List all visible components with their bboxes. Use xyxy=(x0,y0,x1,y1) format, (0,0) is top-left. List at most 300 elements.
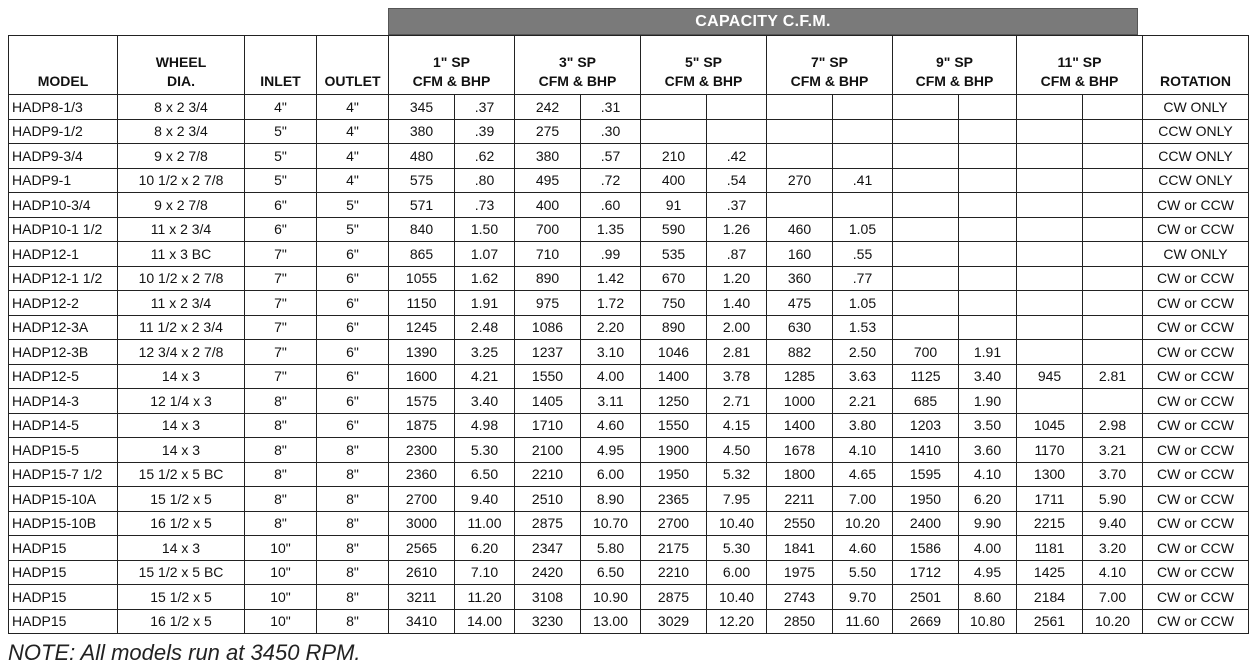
model-cell: HADP10-3/4 xyxy=(9,193,118,218)
wheel-dia-cell: 11 x 2 3/4 xyxy=(118,217,245,242)
bhp-cell xyxy=(833,119,893,144)
model-cell: HADP8-1/3 xyxy=(9,95,118,120)
cfm-cell: 380 xyxy=(515,144,581,169)
inlet-cell: 7" xyxy=(245,340,317,365)
cfm-cell: 2211 xyxy=(767,487,833,512)
bhp-cell: 6.50 xyxy=(455,462,515,487)
cfm-cell xyxy=(893,119,959,144)
bhp-cell xyxy=(959,266,1017,291)
wheel-dia-cell: 11 x 3 BC xyxy=(118,242,245,267)
bhp-cell: .77 xyxy=(833,266,893,291)
bhp-cell xyxy=(1083,217,1143,242)
bhp-cell: .87 xyxy=(707,242,767,267)
cfm-cell: 2669 xyxy=(893,609,959,634)
bhp-cell: 4.50 xyxy=(707,438,767,463)
model-cell: HADP9-1/2 xyxy=(9,119,118,144)
cfm-cell: 2561 xyxy=(1017,609,1083,634)
table-row xyxy=(9,413,1249,438)
cfm-cell xyxy=(1017,291,1083,316)
inlet-cell: 7" xyxy=(245,364,317,389)
inlet-cell: 6" xyxy=(245,193,317,218)
cfm-cell: 1055 xyxy=(389,266,455,291)
bhp-cell: 2.50 xyxy=(833,340,893,365)
cfm-cell xyxy=(893,95,959,120)
cfm-cell: 2875 xyxy=(515,511,581,536)
cfm-cell: 1550 xyxy=(641,413,707,438)
bhp-cell xyxy=(959,315,1017,340)
bhp-cell xyxy=(959,193,1017,218)
model-cell: HADP10-1 1/2 xyxy=(9,217,118,242)
cfm-cell: 2215 xyxy=(1017,511,1083,536)
cfm-cell: 1841 xyxy=(767,536,833,561)
wheel-dia-cell: 9 x 2 7/8 xyxy=(118,193,245,218)
bhp-cell: 1.05 xyxy=(833,291,893,316)
cfm-cell: 2365 xyxy=(641,487,707,512)
table-row xyxy=(9,438,1249,463)
bhp-cell: 4.15 xyxy=(707,413,767,438)
inlet-cell: 8" xyxy=(245,389,317,414)
outlet-cell: 8" xyxy=(317,438,389,463)
bhp-cell: 9.40 xyxy=(1083,511,1143,536)
outlet-cell: 6" xyxy=(317,413,389,438)
bhp-cell: 7.00 xyxy=(833,487,893,512)
cfm-cell xyxy=(893,168,959,193)
cfm-cell: 685 xyxy=(893,389,959,414)
outlet-cell: 5" xyxy=(317,193,389,218)
inlet-cell: 8" xyxy=(245,487,317,512)
cfm-cell: 1975 xyxy=(767,560,833,585)
inlet-cell: 7" xyxy=(245,291,317,316)
bhp-cell: 4.10 xyxy=(1083,560,1143,585)
bhp-cell xyxy=(959,95,1017,120)
table-row xyxy=(9,168,1249,193)
bhp-cell xyxy=(833,144,893,169)
wheel-dia-cell: 9 x 2 7/8 xyxy=(118,144,245,169)
bhp-cell: .30 xyxy=(581,119,641,144)
model-cell: HADP12-2 xyxy=(9,291,118,316)
capacity-header: CAPACITY C.F.M. xyxy=(388,8,1138,35)
rotation-cell: CW or CCW xyxy=(1143,193,1249,218)
cfm-cell xyxy=(893,291,959,316)
bhp-cell: .37 xyxy=(707,193,767,218)
inlet-cell: 8" xyxy=(245,511,317,536)
cfm-cell: 1800 xyxy=(767,462,833,487)
header-row xyxy=(9,36,1249,95)
model-cell: HADP14-3 xyxy=(9,389,118,414)
model-cell: HADP14-5 xyxy=(9,413,118,438)
table-row xyxy=(9,291,1249,316)
bhp-cell: 9.40 xyxy=(455,487,515,512)
bhp-cell: .42 xyxy=(707,144,767,169)
outlet-cell: 6" xyxy=(317,340,389,365)
inlet-cell: 8" xyxy=(245,438,317,463)
bhp-cell: 5.30 xyxy=(455,438,515,463)
cfm-cell: 2400 xyxy=(893,511,959,536)
cfm-cell: 840 xyxy=(389,217,455,242)
bhp-cell xyxy=(959,291,1017,316)
inlet-cell: 10" xyxy=(245,585,317,610)
wheel-dia-cell: 15 1/2 x 5 BC xyxy=(118,560,245,585)
model-cell: HADP12-3A xyxy=(9,315,118,340)
inlet-cell: 5" xyxy=(245,168,317,193)
cfm-cell: 1410 xyxy=(893,438,959,463)
bhp-cell: 7.10 xyxy=(455,560,515,585)
rotation-cell: CW or CCW xyxy=(1143,413,1249,438)
model-cell: HADP12-1 1/2 xyxy=(9,266,118,291)
model-cell: HADP9-3/4 xyxy=(9,144,118,169)
model-cell: HADP9-1 xyxy=(9,168,118,193)
cfm-cell: 975 xyxy=(515,291,581,316)
bhp-cell: 5.32 xyxy=(707,462,767,487)
bhp-cell: 3.11 xyxy=(581,389,641,414)
wheel-dia-cell: 11 1/2 x 2 3/4 xyxy=(118,315,245,340)
bhp-cell: 10.20 xyxy=(833,511,893,536)
bhp-cell: 1.90 xyxy=(959,389,1017,414)
cfm-cell xyxy=(767,193,833,218)
bhp-cell: 2.48 xyxy=(455,315,515,340)
bhp-cell: 2.81 xyxy=(707,340,767,365)
cfm-cell: 2360 xyxy=(389,462,455,487)
cfm-cell: 882 xyxy=(767,340,833,365)
wheel-dia-cell: 14 x 3 xyxy=(118,364,245,389)
inlet-cell: 10" xyxy=(245,536,317,561)
col-header-sp-1: 1" SP CFM & BHP xyxy=(389,36,515,95)
outlet-cell: 4" xyxy=(317,168,389,193)
table-row xyxy=(9,609,1249,634)
bhp-cell: 6.20 xyxy=(455,536,515,561)
table-row xyxy=(9,242,1249,267)
bhp-cell: 3.40 xyxy=(455,389,515,414)
bhp-cell xyxy=(1083,144,1143,169)
cfm-cell: 1400 xyxy=(767,413,833,438)
bhp-cell xyxy=(959,119,1017,144)
cfm-cell: 1678 xyxy=(767,438,833,463)
bhp-cell: 1.72 xyxy=(581,291,641,316)
bhp-cell xyxy=(833,95,893,120)
bhp-cell: 3.50 xyxy=(959,413,1017,438)
cfm-cell: 535 xyxy=(641,242,707,267)
cfm-cell: 3410 xyxy=(389,609,455,634)
bhp-cell: 11.60 xyxy=(833,609,893,634)
outlet-cell: 6" xyxy=(317,364,389,389)
cfm-cell: 3029 xyxy=(641,609,707,634)
rotation-cell: CW or CCW xyxy=(1143,560,1249,585)
bhp-cell xyxy=(1083,119,1143,144)
bhp-cell: 3.70 xyxy=(1083,462,1143,487)
wheel-dia-cell: 11 x 2 3/4 xyxy=(118,291,245,316)
cfm-cell xyxy=(641,119,707,144)
bhp-cell: 2.81 xyxy=(1083,364,1143,389)
cfm-cell xyxy=(1017,193,1083,218)
cfm-cell: 1045 xyxy=(1017,413,1083,438)
cfm-cell xyxy=(1017,217,1083,242)
cfm-cell: 2700 xyxy=(389,487,455,512)
inlet-cell: 7" xyxy=(245,315,317,340)
bhp-cell: 9.90 xyxy=(959,511,1017,536)
cfm-cell: 670 xyxy=(641,266,707,291)
bhp-cell: 3.63 xyxy=(833,364,893,389)
cfm-cell: 571 xyxy=(389,193,455,218)
bhp-cell xyxy=(1083,95,1143,120)
bhp-cell: 13.00 xyxy=(581,609,641,634)
bhp-cell: 3.20 xyxy=(1083,536,1143,561)
cfm-cell: 270 xyxy=(767,168,833,193)
bhp-cell xyxy=(833,193,893,218)
bhp-cell: 12.20 xyxy=(707,609,767,634)
model-cell: HADP15 xyxy=(9,560,118,585)
cfm-cell: 1600 xyxy=(389,364,455,389)
bhp-cell: 10.70 xyxy=(581,511,641,536)
bhp-cell: .55 xyxy=(833,242,893,267)
table-row xyxy=(9,462,1249,487)
model-cell: HADP12-3B xyxy=(9,340,118,365)
table-row xyxy=(9,364,1249,389)
bhp-cell: .41 xyxy=(833,168,893,193)
rpm-note: NOTE: All models run at 3450 RPM. xyxy=(8,640,361,665)
wheel-dia-cell: 12 3/4 x 2 7/8 xyxy=(118,340,245,365)
bhp-cell: 3.78 xyxy=(707,364,767,389)
outlet-cell: 8" xyxy=(317,487,389,512)
table-row xyxy=(9,266,1249,291)
bhp-cell: 4.21 xyxy=(455,364,515,389)
cfm-cell: 1245 xyxy=(389,315,455,340)
outlet-cell: 4" xyxy=(317,95,389,120)
cfm-cell: 2550 xyxy=(767,511,833,536)
bhp-cell xyxy=(1083,193,1143,218)
cfm-cell xyxy=(1017,95,1083,120)
bhp-cell: 8.60 xyxy=(959,585,1017,610)
cfm-cell: 1000 xyxy=(767,389,833,414)
cfm-cell: 1425 xyxy=(1017,560,1083,585)
cfm-cell: 2347 xyxy=(515,536,581,561)
model-cell: HADP12-5 xyxy=(9,364,118,389)
bhp-cell xyxy=(1083,291,1143,316)
bhp-cell: 9.70 xyxy=(833,585,893,610)
bhp-cell: 3.21 xyxy=(1083,438,1143,463)
model-cell: HADP15-10A xyxy=(9,487,118,512)
cfm-cell xyxy=(1017,315,1083,340)
cfm-cell: 1181 xyxy=(1017,536,1083,561)
cfm-cell xyxy=(1017,168,1083,193)
bhp-cell xyxy=(1083,340,1143,365)
inlet-cell: 8" xyxy=(245,462,317,487)
bhp-cell: 11.00 xyxy=(455,511,515,536)
inlet-cell: 7" xyxy=(245,242,317,267)
bhp-cell xyxy=(1083,266,1143,291)
model-cell: HADP15 xyxy=(9,609,118,634)
cfm-cell: 890 xyxy=(641,315,707,340)
bhp-cell xyxy=(1083,315,1143,340)
bhp-cell: 10.80 xyxy=(959,609,1017,634)
col-header-rotation: ROTATION xyxy=(1143,36,1249,95)
wheel-dia-cell: 15 1/2 x 5 xyxy=(118,585,245,610)
model-cell: HADP15-5 xyxy=(9,438,118,463)
bhp-cell: 2.21 xyxy=(833,389,893,414)
cfm-cell: 2743 xyxy=(767,585,833,610)
outlet-cell: 6" xyxy=(317,389,389,414)
cfm-cell: 2210 xyxy=(515,462,581,487)
bhp-cell: 6.00 xyxy=(581,462,641,487)
bhp-cell: 5.30 xyxy=(707,536,767,561)
outlet-cell: 8" xyxy=(317,511,389,536)
cfm-cell: 2875 xyxy=(641,585,707,610)
rotation-cell: CW or CCW xyxy=(1143,487,1249,512)
cfm-cell: 1086 xyxy=(515,315,581,340)
cfm-cell: 1046 xyxy=(641,340,707,365)
cfm-cell: 3230 xyxy=(515,609,581,634)
model-cell: HADP15-7 1/2 xyxy=(9,462,118,487)
col-header-model: MODEL xyxy=(9,36,118,95)
bhp-cell: 1.42 xyxy=(581,266,641,291)
bhp-cell: 2.98 xyxy=(1083,413,1143,438)
bhp-cell: 4.65 xyxy=(833,462,893,487)
cfm-cell: 1300 xyxy=(1017,462,1083,487)
cfm-cell: 1586 xyxy=(893,536,959,561)
rotation-cell: CW or CCW xyxy=(1143,585,1249,610)
cfm-cell xyxy=(767,144,833,169)
table-row xyxy=(9,585,1249,610)
rotation-cell: CW or CCW xyxy=(1143,609,1249,634)
wheel-dia-cell: 12 1/4 x 3 xyxy=(118,389,245,414)
cfm-cell: 1711 xyxy=(1017,487,1083,512)
col-header-sp-11: 11" SP CFM & BHP xyxy=(1017,36,1143,95)
wheel-dia-cell: 15 1/2 x 5 BC xyxy=(118,462,245,487)
cfm-cell xyxy=(1017,119,1083,144)
bhp-cell: 4.95 xyxy=(959,560,1017,585)
model-cell: HADP12-1 xyxy=(9,242,118,267)
bhp-cell: 14.00 xyxy=(455,609,515,634)
table-row xyxy=(9,193,1249,218)
cfm-cell: 710 xyxy=(515,242,581,267)
rotation-cell: CCW ONLY xyxy=(1143,144,1249,169)
cfm-cell xyxy=(767,95,833,120)
cfm-cell xyxy=(893,193,959,218)
bhp-cell: 10.20 xyxy=(1083,609,1143,634)
col-header-sp-5: 5" SP CFM & BHP xyxy=(641,36,767,95)
rotation-cell: CCW ONLY xyxy=(1143,119,1249,144)
cfm-cell xyxy=(1017,389,1083,414)
cfm-cell xyxy=(893,315,959,340)
cfm-cell: 1710 xyxy=(515,413,581,438)
bhp-cell: 7.00 xyxy=(1083,585,1143,610)
bhp-cell: 6.00 xyxy=(707,560,767,585)
cfm-cell xyxy=(1017,242,1083,267)
bhp-cell: 5.50 xyxy=(833,560,893,585)
bhp-cell: 1.40 xyxy=(707,291,767,316)
table-row xyxy=(9,389,1249,414)
bhp-cell: 3.25 xyxy=(455,340,515,365)
bhp-cell: 1.62 xyxy=(455,266,515,291)
rotation-cell: CW or CCW xyxy=(1143,315,1249,340)
bhp-cell: 4.60 xyxy=(581,413,641,438)
cfm-cell xyxy=(1017,266,1083,291)
cfm-cell: 1950 xyxy=(893,487,959,512)
table-body xyxy=(9,95,1249,634)
cfm-cell: 210 xyxy=(641,144,707,169)
bhp-cell: 1.91 xyxy=(455,291,515,316)
bhp-cell: .99 xyxy=(581,242,641,267)
cfm-cell: 1875 xyxy=(389,413,455,438)
bhp-cell: 5.80 xyxy=(581,536,641,561)
rotation-cell: CW or CCW xyxy=(1143,266,1249,291)
rotation-cell: CCW ONLY xyxy=(1143,168,1249,193)
inlet-cell: 6" xyxy=(245,217,317,242)
wheel-dia-cell: 14 x 3 xyxy=(118,438,245,463)
cfm-cell: 1170 xyxy=(1017,438,1083,463)
cfm-cell xyxy=(767,119,833,144)
cfm-cell: 1390 xyxy=(389,340,455,365)
col-header-sp-3: 3" SP CFM & BHP xyxy=(515,36,641,95)
rotation-cell: CW or CCW xyxy=(1143,462,1249,487)
inlet-cell: 4" xyxy=(245,95,317,120)
rotation-cell: CW or CCW xyxy=(1143,511,1249,536)
bhp-cell: 4.10 xyxy=(833,438,893,463)
bhp-cell: 3.60 xyxy=(959,438,1017,463)
bhp-cell: 3.40 xyxy=(959,364,1017,389)
wheel-dia-cell: 14 x 3 xyxy=(118,536,245,561)
table-row xyxy=(9,560,1249,585)
bhp-cell: 1.35 xyxy=(581,217,641,242)
bhp-cell: 2.20 xyxy=(581,315,641,340)
cfm-cell: 2210 xyxy=(641,560,707,585)
outlet-cell: 8" xyxy=(317,560,389,585)
cfm-cell: 945 xyxy=(1017,364,1083,389)
table-row xyxy=(9,487,1249,512)
rotation-cell: CW ONLY xyxy=(1143,95,1249,120)
cfm-cell xyxy=(893,266,959,291)
bhp-cell: 1.91 xyxy=(959,340,1017,365)
cfm-cell: 160 xyxy=(767,242,833,267)
bhp-cell: .60 xyxy=(581,193,641,218)
outlet-cell: 8" xyxy=(317,536,389,561)
outlet-cell: 8" xyxy=(317,585,389,610)
bhp-cell: 4.00 xyxy=(959,536,1017,561)
bhp-cell: 3.10 xyxy=(581,340,641,365)
cfm-cell: 3108 xyxy=(515,585,581,610)
model-cell: HADP15 xyxy=(9,536,118,561)
table-row xyxy=(9,95,1249,120)
bhp-cell xyxy=(1083,389,1143,414)
wheel-dia-cell: 15 1/2 x 5 xyxy=(118,487,245,512)
wheel-dia-cell: 10 1/2 x 2 7/8 xyxy=(118,266,245,291)
bhp-cell: 1.26 xyxy=(707,217,767,242)
wheel-dia-cell: 8 x 2 3/4 xyxy=(118,95,245,120)
bhp-cell: 2.71 xyxy=(707,389,767,414)
cfm-cell: 460 xyxy=(767,217,833,242)
cfm-cell: 700 xyxy=(515,217,581,242)
bhp-cell: 1.50 xyxy=(455,217,515,242)
cfm-cell: 1550 xyxy=(515,364,581,389)
table-row xyxy=(9,217,1249,242)
wheel-dia-cell: 10 1/2 x 2 7/8 xyxy=(118,168,245,193)
rotation-cell: CW or CCW xyxy=(1143,364,1249,389)
model-cell: HADP15-10B xyxy=(9,511,118,536)
table-row xyxy=(9,536,1249,561)
bhp-cell: .37 xyxy=(455,95,515,120)
cfm-cell: 242 xyxy=(515,95,581,120)
bhp-cell: 8.90 xyxy=(581,487,641,512)
outlet-cell: 6" xyxy=(317,266,389,291)
outlet-cell: 8" xyxy=(317,609,389,634)
bhp-cell: 1.20 xyxy=(707,266,767,291)
bhp-cell: 10.40 xyxy=(707,585,767,610)
cfm-cell: 890 xyxy=(515,266,581,291)
bhp-cell: .57 xyxy=(581,144,641,169)
outlet-cell: 5" xyxy=(317,217,389,242)
bhp-cell: 10.40 xyxy=(707,511,767,536)
bhp-cell: 5.90 xyxy=(1083,487,1143,512)
bhp-cell: 11.20 xyxy=(455,585,515,610)
